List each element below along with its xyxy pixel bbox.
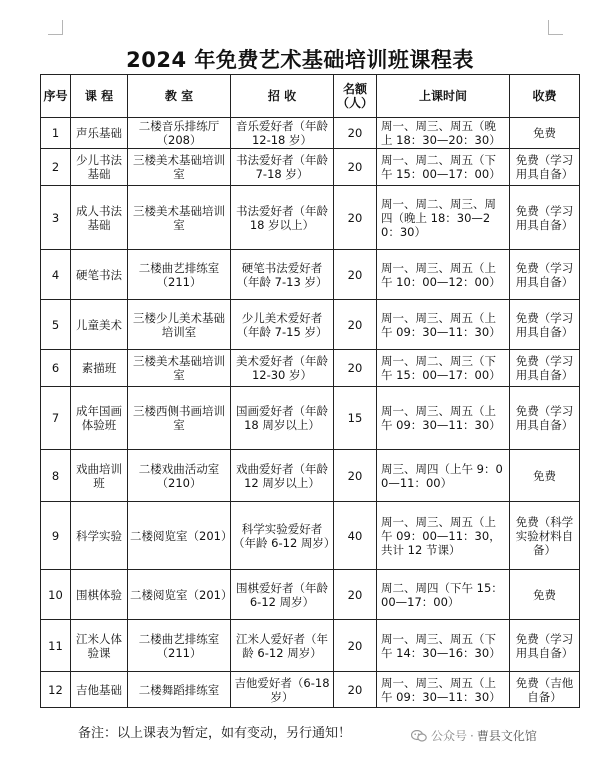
cell-seq: 5: [41, 300, 71, 350]
cell-time: 周一、周三、周五（上午 09：30—11：30）: [377, 387, 510, 450]
header-course: 课 程: [71, 75, 128, 118]
note-text: 备注：以上课表为暂定，如有变动，另行通知！: [78, 726, 352, 741]
cell-seq: 4: [41, 250, 71, 300]
cell-enroll: 书法爱好者（年龄 7-18 岁）: [231, 149, 334, 186]
cell-seq: 3: [41, 186, 71, 250]
cell-enroll: 书法爱好者（年龄 18 岁以上）: [231, 186, 334, 250]
crop-mark-right: [548, 20, 563, 35]
cell-course: 成年国画体验班: [71, 387, 128, 450]
cell-time: 周一、周三、周五（晚上 18：30—20：30）: [377, 118, 510, 149]
cell-quota: 20: [334, 450, 377, 502]
table-row: [41, 570, 580, 620]
cell-time: 周一、周三、周五（上午 09：30—11：30）: [377, 300, 510, 350]
watermark: [411, 727, 537, 744]
table-row: [41, 672, 580, 708]
cell-time: 周一、周三、周五（下午 14：30—16：30）: [377, 620, 510, 672]
cell-course: 江米人体验课: [71, 620, 128, 672]
cell-enroll: 少儿美术爱好者（年龄 7-15 岁）: [231, 300, 334, 350]
cell-room: 二楼舞蹈排练室: [128, 672, 231, 708]
cell-course: 围棋体验: [71, 570, 128, 620]
cell-quota: 20: [334, 250, 377, 300]
wechat-icon: [411, 730, 427, 742]
cell-course: 戏曲培训班: [71, 450, 128, 502]
cell-quota: 20: [334, 570, 377, 620]
table-row: [41, 186, 580, 250]
cell-seq: 8: [41, 450, 71, 502]
cell-seq: 1: [41, 118, 71, 149]
cell-quota: 20: [334, 350, 377, 387]
cell-course: 少儿书法基础: [71, 149, 128, 186]
cell-time: 周一、周二、周五（下午 15：00—17：00）: [377, 149, 510, 186]
crop-mark-left: [48, 20, 63, 35]
cell-seq: 2: [41, 149, 71, 186]
cell-enroll: 吉他爱好者（6-18 岁）: [231, 672, 334, 708]
cell-room: 二楼曲艺排练室（211）: [128, 250, 231, 300]
header-seq: 序号: [41, 75, 71, 118]
cell-fee: 免费（学习用具自备）: [510, 350, 580, 387]
cell-room: 三楼美术基础培训室: [128, 350, 231, 387]
table-header-row: [41, 75, 580, 118]
cell-course: 吉他基础: [71, 672, 128, 708]
table-row: [41, 350, 580, 387]
cell-course: 硬笔书法: [71, 250, 128, 300]
cell-quota: 40: [334, 502, 377, 570]
cell-fee: 免费: [510, 570, 580, 620]
cell-course: 素描班: [71, 350, 128, 387]
cell-enroll: 国画爱好者（年龄 18 周岁以上）: [231, 387, 334, 450]
table-row: [41, 300, 580, 350]
header-room: 教 室: [128, 75, 231, 118]
cell-enroll: 围棋爱好者（年龄 6-12 周岁）: [231, 570, 334, 620]
header-fee: 收费: [510, 75, 580, 118]
header-quota: 名额（人）: [334, 75, 377, 118]
cell-fee: 免费（学习用具自备）: [510, 620, 580, 672]
cell-time: 周一、周二、周三（下午 15：00—17：00）: [377, 350, 510, 387]
cell-room: 二楼阅览室（201）: [128, 570, 231, 620]
watermark-brand: 曹县文化馆: [476, 729, 537, 743]
cell-seq: 7: [41, 387, 71, 450]
cell-enroll: 美术爱好者（年龄 12-30 岁）: [231, 350, 334, 387]
cell-fee: 免费: [510, 118, 580, 149]
cell-seq: 6: [41, 350, 71, 387]
page-title: 2024 年免费艺术基础培训班课程表: [126, 48, 474, 72]
watermark-platform: 公众号: [431, 729, 468, 743]
cell-room: 三楼美术基础培训室: [128, 149, 231, 186]
cell-room: 二楼曲艺排练室（211）: [128, 620, 231, 672]
cell-fee: 免费（学习用具自备）: [510, 387, 580, 450]
cell-quota: 20: [334, 118, 377, 149]
cell-room: 三楼少儿美术基础培训室: [128, 300, 231, 350]
cell-room: 三楼美术基础培训室: [128, 186, 231, 250]
cell-room: 二楼戏曲活动室（210）: [128, 450, 231, 502]
table-row: [41, 502, 580, 570]
table-row: [41, 149, 580, 186]
cell-room: 二楼阅览室（201）: [128, 502, 231, 570]
cell-time: 周一、周二、周三、周四（晚上 18：30—20：30）: [377, 186, 510, 250]
cell-room: 二楼音乐排练厅（208）: [128, 118, 231, 149]
cell-fee: 免费（学习用具自备）: [510, 250, 580, 300]
table-row: [41, 620, 580, 672]
cell-seq: 9: [41, 502, 71, 570]
cell-enroll: 江米人爱好者（年龄 6-12 周岁）: [231, 620, 334, 672]
cell-course: 成人书法基础: [71, 186, 128, 250]
table-row: [41, 450, 580, 502]
cell-time: 周三、周四（上午 9：00—11：00）: [377, 450, 510, 502]
cell-quota: 20: [334, 300, 377, 350]
cell-fee: 免费: [510, 450, 580, 502]
cell-course: 儿童美术: [71, 300, 128, 350]
cell-room: 三楼西侧书画培训室: [128, 387, 231, 450]
cell-fee: 免费（吉他自备）: [510, 672, 580, 708]
watermark-separator: ·: [470, 728, 474, 743]
header-time: 上课时间: [377, 75, 510, 118]
schedule-table: [40, 74, 580, 708]
cell-seq: 12: [41, 672, 71, 708]
cell-quota: 20: [334, 186, 377, 250]
cell-enroll: 音乐爱好者（年龄 12-18 岁）: [231, 118, 334, 149]
cell-seq: 10: [41, 570, 71, 620]
cell-quota: 20: [334, 149, 377, 186]
table-row: [41, 118, 580, 149]
cell-time: 周二、周四（下午 15：00—17：00）: [377, 570, 510, 620]
cell-quota: 20: [334, 620, 377, 672]
cell-enroll: 戏曲爱好者（年龄 12 周岁以上）: [231, 450, 334, 502]
table-row: [41, 387, 580, 450]
table-row: [41, 250, 580, 300]
cell-seq: 11: [41, 620, 71, 672]
cell-fee: 免费（学习用具自备）: [510, 149, 580, 186]
cell-course: 科学实验: [71, 502, 128, 570]
cell-course: 声乐基础: [71, 118, 128, 149]
cell-enroll: 硬笔书法爱好者（年龄 7-13 岁）: [231, 250, 334, 300]
cell-quota: 20: [334, 672, 377, 708]
cell-quota: 15: [334, 387, 377, 450]
cell-enroll: 科学实验爱好者（年龄 6-12 周岁）: [231, 502, 334, 570]
cell-time: 周一、周三、周五（上午 09：00—11：30，共计 12 节课）: [377, 502, 510, 570]
header-enroll: 招 收: [231, 75, 334, 118]
cell-fee: 免费（科学实验材料自备）: [510, 502, 580, 570]
cell-time: 周一、周三、周五（上午 09：30—11：30）: [377, 672, 510, 708]
cell-time: 周一、周三、周五（上午 10：00—12：00）: [377, 250, 510, 300]
cell-fee: 免费（学习用具自备）: [510, 300, 580, 350]
cell-fee: 免费（学习用具自备）: [510, 186, 580, 250]
